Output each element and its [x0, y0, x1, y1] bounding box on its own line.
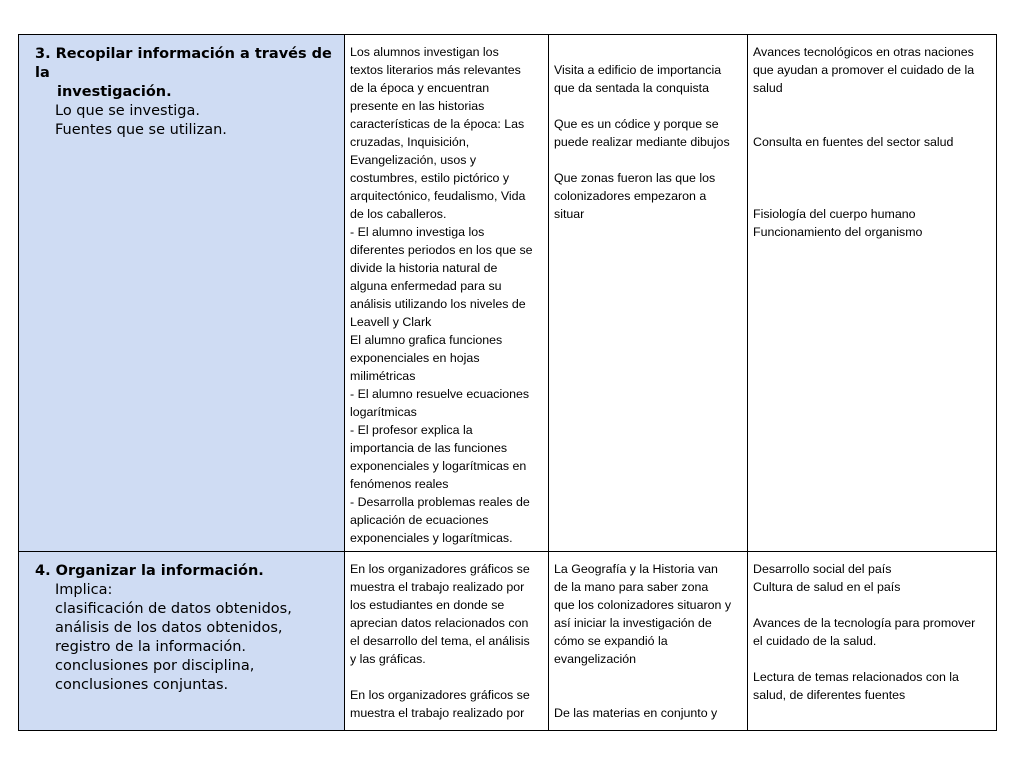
text-line: muestra el trabajo realizado por: [350, 706, 525, 720]
text-line: alguna enfermedad para su: [350, 279, 502, 293]
text-line: milimétricas: [350, 369, 416, 383]
text-line: Cultura de salud en el país: [753, 580, 901, 594]
text-line: cómo se expandió la: [554, 634, 668, 648]
text-line: exponenciales en hojas: [350, 351, 480, 365]
text-line: logarítmicas: [350, 405, 417, 419]
text-line: La Geografía y la Historia van: [554, 562, 718, 576]
table-row: [19, 35, 997, 552]
text-line: características de la época: Las: [350, 117, 525, 131]
text-line: el desarrollo del tema, el análisis: [350, 634, 530, 648]
text-line: presente en las historias: [350, 99, 485, 113]
text-line: exponenciales y logarítmicas en: [350, 459, 527, 473]
text-block: [753, 560, 992, 596]
text-line: divide la historia natural de: [350, 261, 498, 275]
text-line: Evangelización, usos y: [350, 153, 477, 167]
text-block: [554, 704, 743, 722]
text-line: aprecian datos relacionados con: [350, 616, 529, 630]
row3-heading-cell: [19, 35, 345, 552]
text-line: - El alumno investiga los: [350, 225, 485, 239]
text-block: [554, 61, 743, 97]
text-block: [350, 560, 544, 668]
text-line: arquitectónico, feudalismo, Vida: [350, 189, 526, 203]
text-line: Que es un códice y porque se: [554, 117, 719, 131]
text-line: Que zonas fueron las que los: [554, 171, 716, 185]
text-line: fenómenos reales: [350, 477, 449, 491]
text-line: El alumno grafica funciones: [350, 333, 503, 347]
text-line: análisis utilizando los niveles de: [350, 297, 526, 311]
text-block: [554, 115, 743, 151]
text-line: Funcionamiento del organismo: [753, 225, 923, 239]
text-line: que ayudan a promover el cuidado de la: [753, 63, 975, 77]
text-line: - El alumno resuelve ecuaciones: [350, 387, 530, 401]
text-line: Consulta en fuentes del sector salud: [753, 135, 954, 149]
text-line: clasificación de datos obtenidos,: [55, 601, 292, 617]
row4-activities-cell: [345, 552, 549, 731]
text-line: el cuidado de la salud.: [753, 634, 877, 648]
text-line: que da sentada la conquista: [554, 81, 710, 95]
text-line: así iniciar la investigación de: [554, 616, 712, 630]
text-block: [753, 133, 992, 151]
text-line: evangelización: [554, 652, 636, 666]
table-row: [19, 552, 997, 731]
row4-heading-cell: [19, 552, 345, 731]
text-line: Los alumnos investigan los: [350, 45, 499, 59]
row3-history-cell: [549, 35, 748, 552]
text-line: Visita a edificio de importancia: [554, 63, 722, 77]
row3-title: [35, 45, 336, 102]
text-line: aplicación de ecuaciones: [350, 513, 489, 527]
text-line: de los caballeros.: [350, 207, 447, 221]
text-line: textos literarios más relevantes: [350, 63, 521, 77]
text-line: importancia de las funciones: [350, 441, 508, 455]
text-line: situar: [554, 207, 585, 221]
row3-title-line1: 3. Recopilar información a través de la: [35, 46, 332, 81]
row4-health-cell: [748, 552, 997, 731]
planning-table: [18, 34, 997, 731]
text-line: diferentes periodos en los que se: [350, 243, 533, 257]
text-line: Implica:: [55, 582, 113, 598]
text-line: registro de la información.: [55, 639, 246, 655]
text-line: exponenciales y logarítmicas.: [350, 531, 513, 545]
text-block: [554, 560, 743, 668]
text-block: [753, 614, 992, 650]
text-line: Leavell y Clark: [350, 315, 432, 329]
text-line: muestra el trabajo realizado por: [350, 580, 525, 594]
text-line: salud: [753, 81, 783, 95]
text-line: de la mano para saber zona: [554, 580, 709, 594]
row4-history-cell: [549, 552, 748, 731]
text-line: En los organizadores gráficos se: [350, 688, 530, 702]
text-line: Avances de la tecnología para promover: [753, 616, 976, 630]
text-line: conclusiones conjuntas.: [55, 677, 229, 693]
text-line: Lectura de temas relacionados con la: [753, 670, 959, 684]
text-line: y las gráficas.: [350, 652, 426, 666]
row3-title-line2: investigación.: [57, 84, 172, 100]
text-line: En los organizadores gráficos se: [350, 562, 530, 576]
text-block: [753, 205, 992, 241]
text-line: que los colonizadores situaron y: [554, 598, 732, 612]
row3-health-cell: [748, 35, 997, 552]
text-line: puede realizar mediante dibujos: [554, 135, 730, 149]
text-line: - Desarrolla problemas reales de: [350, 495, 530, 509]
text-line: De las materias en conjunto y: [554, 706, 718, 720]
text-line: análisis de los datos obtenidos,: [55, 620, 283, 636]
row3-activities-cell: [345, 35, 549, 552]
text-line: conclusiones por disciplina,: [55, 658, 255, 674]
text-line: Avances tecnológicos en otras naciones: [753, 45, 974, 59]
text-line: los estudiantes en donde se: [350, 598, 505, 612]
row4-title: 4. Organizar la información.: [35, 563, 264, 579]
text-block: [753, 668, 992, 704]
text-line: cruzadas, Inquisición,: [350, 135, 470, 149]
text-block: [554, 169, 743, 223]
row3-subtitle-2: Fuentes que se utilizan.: [55, 122, 227, 138]
text-line: Fisiología del cuerpo humano: [753, 207, 916, 221]
text-line: Desarrollo social del país: [753, 562, 892, 576]
text-line: - El profesor explica la: [350, 423, 473, 437]
text-line: de la época y encuentran: [350, 81, 490, 95]
text-line: colonizadores empezaron a: [554, 189, 707, 203]
text-line: costumbres, estilo pictórico y: [350, 171, 510, 185]
text-block: [753, 43, 992, 97]
text-line: salud, de diferentes fuentes: [753, 688, 906, 702]
text-block: [350, 686, 544, 722]
row3-subtitle-1: Lo que se investiga.: [55, 103, 200, 119]
